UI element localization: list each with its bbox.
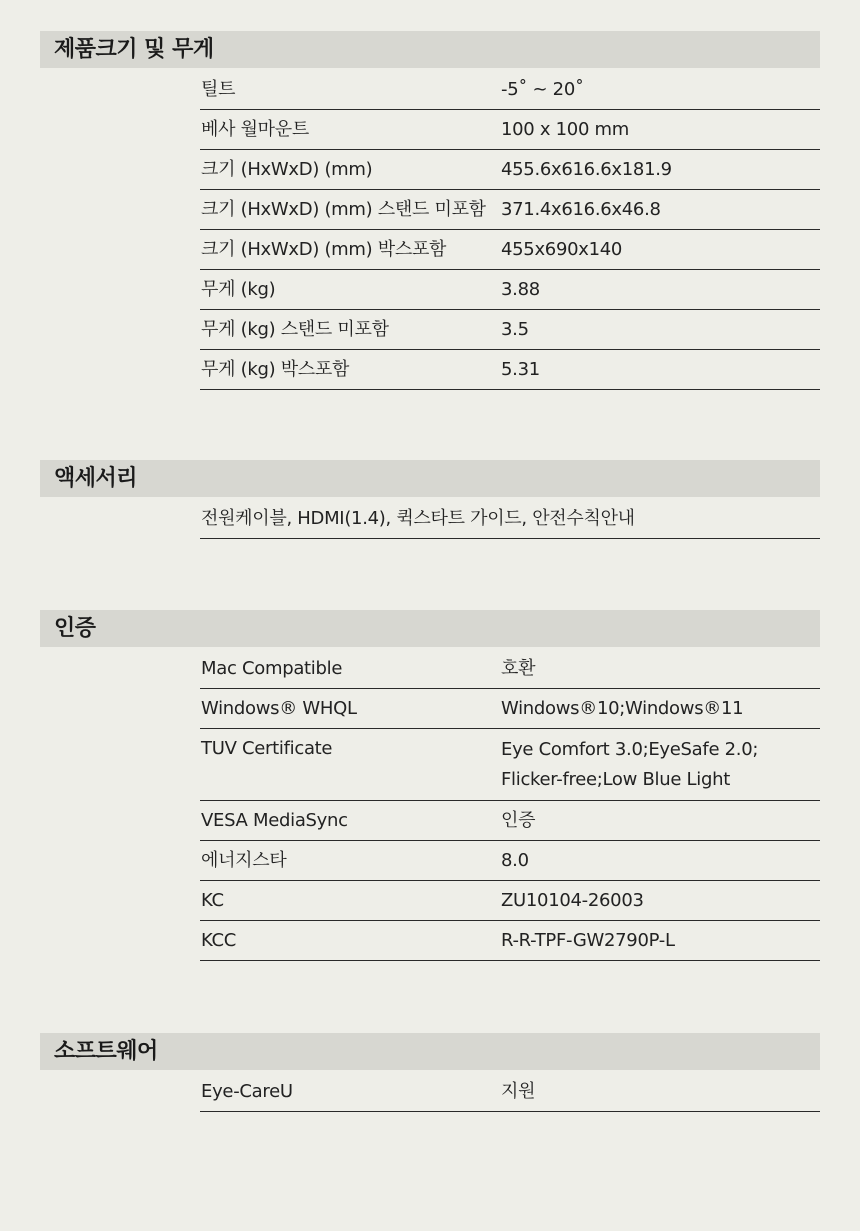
spec-label: VESA MediaSync xyxy=(201,810,348,831)
spec-row-mac xyxy=(200,649,820,689)
spec-value-line-1: Eye Comfort 3.0;EyeSafe 2.0; xyxy=(501,739,759,760)
spec-value: Windows®10;Windows®11 xyxy=(501,698,744,719)
spec-row-accessories xyxy=(200,499,820,539)
spec-label: 무게 (kg) xyxy=(201,279,276,300)
spec-label: TUV Certificate xyxy=(201,738,333,759)
section-title-certification: 인증 xyxy=(40,610,820,647)
spec-label: 크기 (HxWxD) (mm) 박스포함 xyxy=(201,239,447,260)
section-title-dimensions: 제품크기 및 무게 xyxy=(40,31,820,68)
spec-value: 호환 xyxy=(501,658,536,679)
spec-label: 무게 (kg) 스탠드 미포함 xyxy=(201,319,389,340)
spec-label: Windows® WHQL xyxy=(201,698,357,719)
spec-value: -5˚ ~ 20˚ xyxy=(501,79,584,100)
spec-value: 371.4x616.6x46.8 xyxy=(501,199,661,220)
spec-row-size-no-stand xyxy=(200,190,820,230)
spec-table-dimensions xyxy=(200,70,820,390)
spec-label: 크기 (HxWxD) (mm) 스탠드 미포함 xyxy=(201,199,486,220)
spec-table-software xyxy=(200,1072,820,1112)
spec-label: 크기 (HxWxD) (mm) xyxy=(201,159,373,180)
spec-label: KC xyxy=(201,890,224,911)
spec-value: 455x690x140 xyxy=(501,239,623,260)
spec-table-accessories xyxy=(200,499,820,539)
section-title-software: 소프트웨어 xyxy=(40,1033,820,1070)
spec-row-tuv xyxy=(200,729,820,801)
spec-row-whql xyxy=(200,689,820,729)
spec-label: 틸트 xyxy=(201,79,236,100)
spec-value: R-R-TPF-GW2790P-L xyxy=(501,930,675,951)
spec-row-size-box xyxy=(200,230,820,270)
spec-value: ZU10104-26003 xyxy=(501,890,644,911)
spec-value: 5.31 xyxy=(501,359,540,380)
spec-value: 인증 xyxy=(501,810,536,831)
spec-label: 베사 월마운트 xyxy=(201,119,309,140)
spec-table-certification xyxy=(200,649,820,961)
spec-row-vesa xyxy=(200,110,820,150)
spec-row-size xyxy=(200,150,820,190)
section-title-accessories: 액세서리 xyxy=(40,460,820,497)
spec-value-line-2: Flicker-free;Low Blue Light xyxy=(501,769,730,790)
spec-row-weight-no-stand xyxy=(200,310,820,350)
spec-row-weight-box xyxy=(200,350,820,390)
spec-label: 에너지스타 xyxy=(201,850,287,871)
spec-label: Mac Compatible xyxy=(201,658,343,679)
spec-row-kc xyxy=(200,881,820,921)
spec-row-energy-star xyxy=(200,841,820,881)
spec-row-weight xyxy=(200,270,820,310)
spec-value: 3.5 xyxy=(501,319,529,340)
spec-row-kcc xyxy=(200,921,820,961)
spec-row-tilt xyxy=(200,70,820,110)
spec-value: 8.0 xyxy=(501,850,529,871)
spec-label: KCC xyxy=(201,930,237,951)
spec-label: 전원케이블, HDMI(1.4), 퀵스타트 가이드, 안전수칙안내 xyxy=(201,508,635,529)
spec-value: 455.6x616.6x181.9 xyxy=(501,159,672,180)
spec-label: 무게 (kg) 박스포함 xyxy=(201,359,350,380)
spec-row-vesa-mediasync xyxy=(200,801,820,841)
spec-row-eye-careu xyxy=(200,1072,820,1112)
spec-value: 100 x 100 mm xyxy=(501,119,629,140)
spec-label: Eye-CareU xyxy=(201,1081,293,1102)
spec-value xyxy=(501,735,758,795)
spec-value: 지원 xyxy=(501,1081,536,1102)
spec-value: 3.88 xyxy=(501,279,540,300)
